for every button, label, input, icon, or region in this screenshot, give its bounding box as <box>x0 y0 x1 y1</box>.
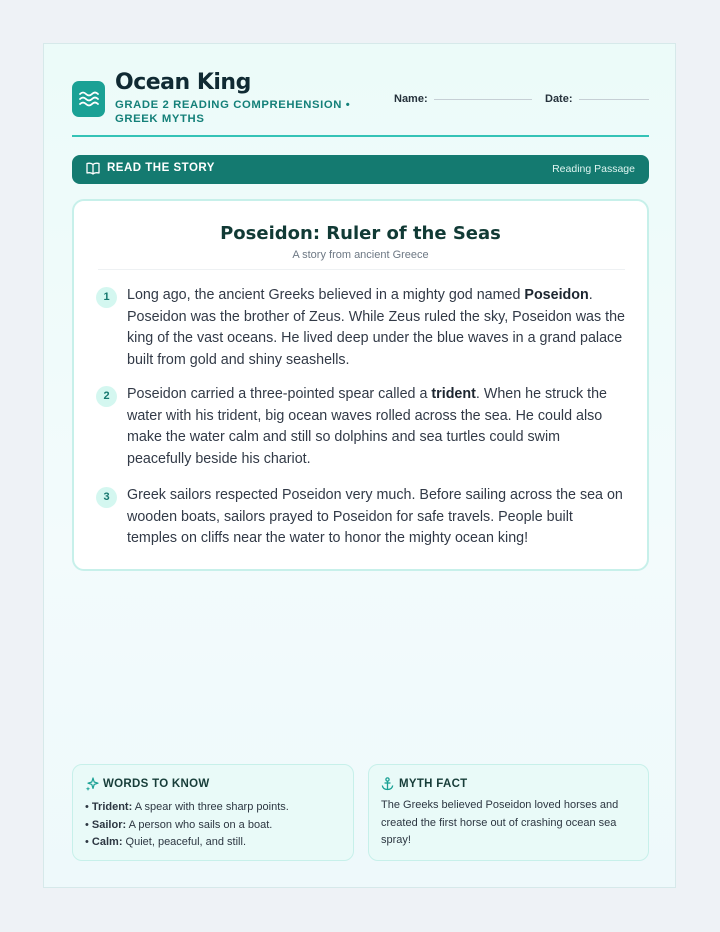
vocabulary-item: • Trident: A spear with three sharp points. <box>85 801 289 813</box>
anchor-icon <box>381 777 394 794</box>
paragraph-number: 1 <box>96 287 117 308</box>
date-label: Date: <box>545 93 573 105</box>
keyword-poseidon: Poseidon <box>524 287 589 303</box>
paragraph-text: Poseidon carried a three-pointed spear called a trident. When he struck the water with his trident, big ocean waves rolled across the sea. He could also make the water calm and still so dolphins and sea turtles could swim peacefully beside his chariot. <box>127 386 608 467</box>
story-divider <box>98 269 625 270</box>
worksheet-subtitle: GRADE 2 READING COMPREHENSION • GREEK MYTHS <box>115 99 351 125</box>
open-book-icon <box>86 162 100 180</box>
worksheet-title: Ocean King <box>115 70 251 95</box>
paragraph-number: 2 <box>96 386 117 407</box>
myth-fact-box: MYTH FACT The Greeks believed Poseidon loved horses and created the first horse out of crashing ocean sea spray! <box>368 764 649 861</box>
worksheet-page <box>43 43 676 888</box>
sparkles-icon <box>85 777 99 794</box>
vocabulary-item: • Calm: Quiet, peaceful, and still. <box>85 836 247 848</box>
keyword-trident: trident <box>431 386 476 402</box>
vocabulary-list <box>85 799 289 852</box>
date-field[interactable] <box>579 99 649 100</box>
paragraph-text: Greek sailors respected Poseidon very much. Before sailing across the sea on wooden boats, sailors prayed to Poseidon for safe travels. People built temples on cliffs near the water to honor the mighty ocean king! <box>127 487 623 546</box>
name-label: Name: <box>394 93 428 105</box>
banner-title: READ THE STORY <box>107 162 215 174</box>
story-title: Poseidon: Ruler of the Seas <box>220 223 501 244</box>
story-card <box>72 199 649 571</box>
name-field[interactable] <box>434 99 532 100</box>
myth-fact-text: The Greeks believed Poseidon loved horses and created the first horse out of crashing ocean sea spray! <box>381 799 619 846</box>
banner-subtitle: Reading Passage <box>552 163 635 175</box>
story-subtitle: A story from ancient Greece <box>292 249 429 261</box>
waves-icon <box>72 81 105 117</box>
header-divider <box>72 135 649 137</box>
paragraph-number: 3 <box>96 487 117 508</box>
paragraph-text: Long ago, the ancient Greeks believed in a mighty god named Poseidon. Poseidon was the brother of Zeus. While Zeus ruled the sky, Poseidon was the king of the vast oceans. He lived deep under the blue waves in a grand palace built from gold and shiny seashells. <box>127 287 626 368</box>
vocabulary-item: • Sailor: A person who sails on a boat. <box>85 818 273 831</box>
read-the-story-banner <box>72 155 649 184</box>
words-to-know-box: WORDS TO KNOW • Trident: A spear with three sharp points. • Sailor: A person who sails on a boat. • Calm: Quiet, peaceful, and still. <box>72 764 354 861</box>
worksheet-header <box>72 68 649 138</box>
